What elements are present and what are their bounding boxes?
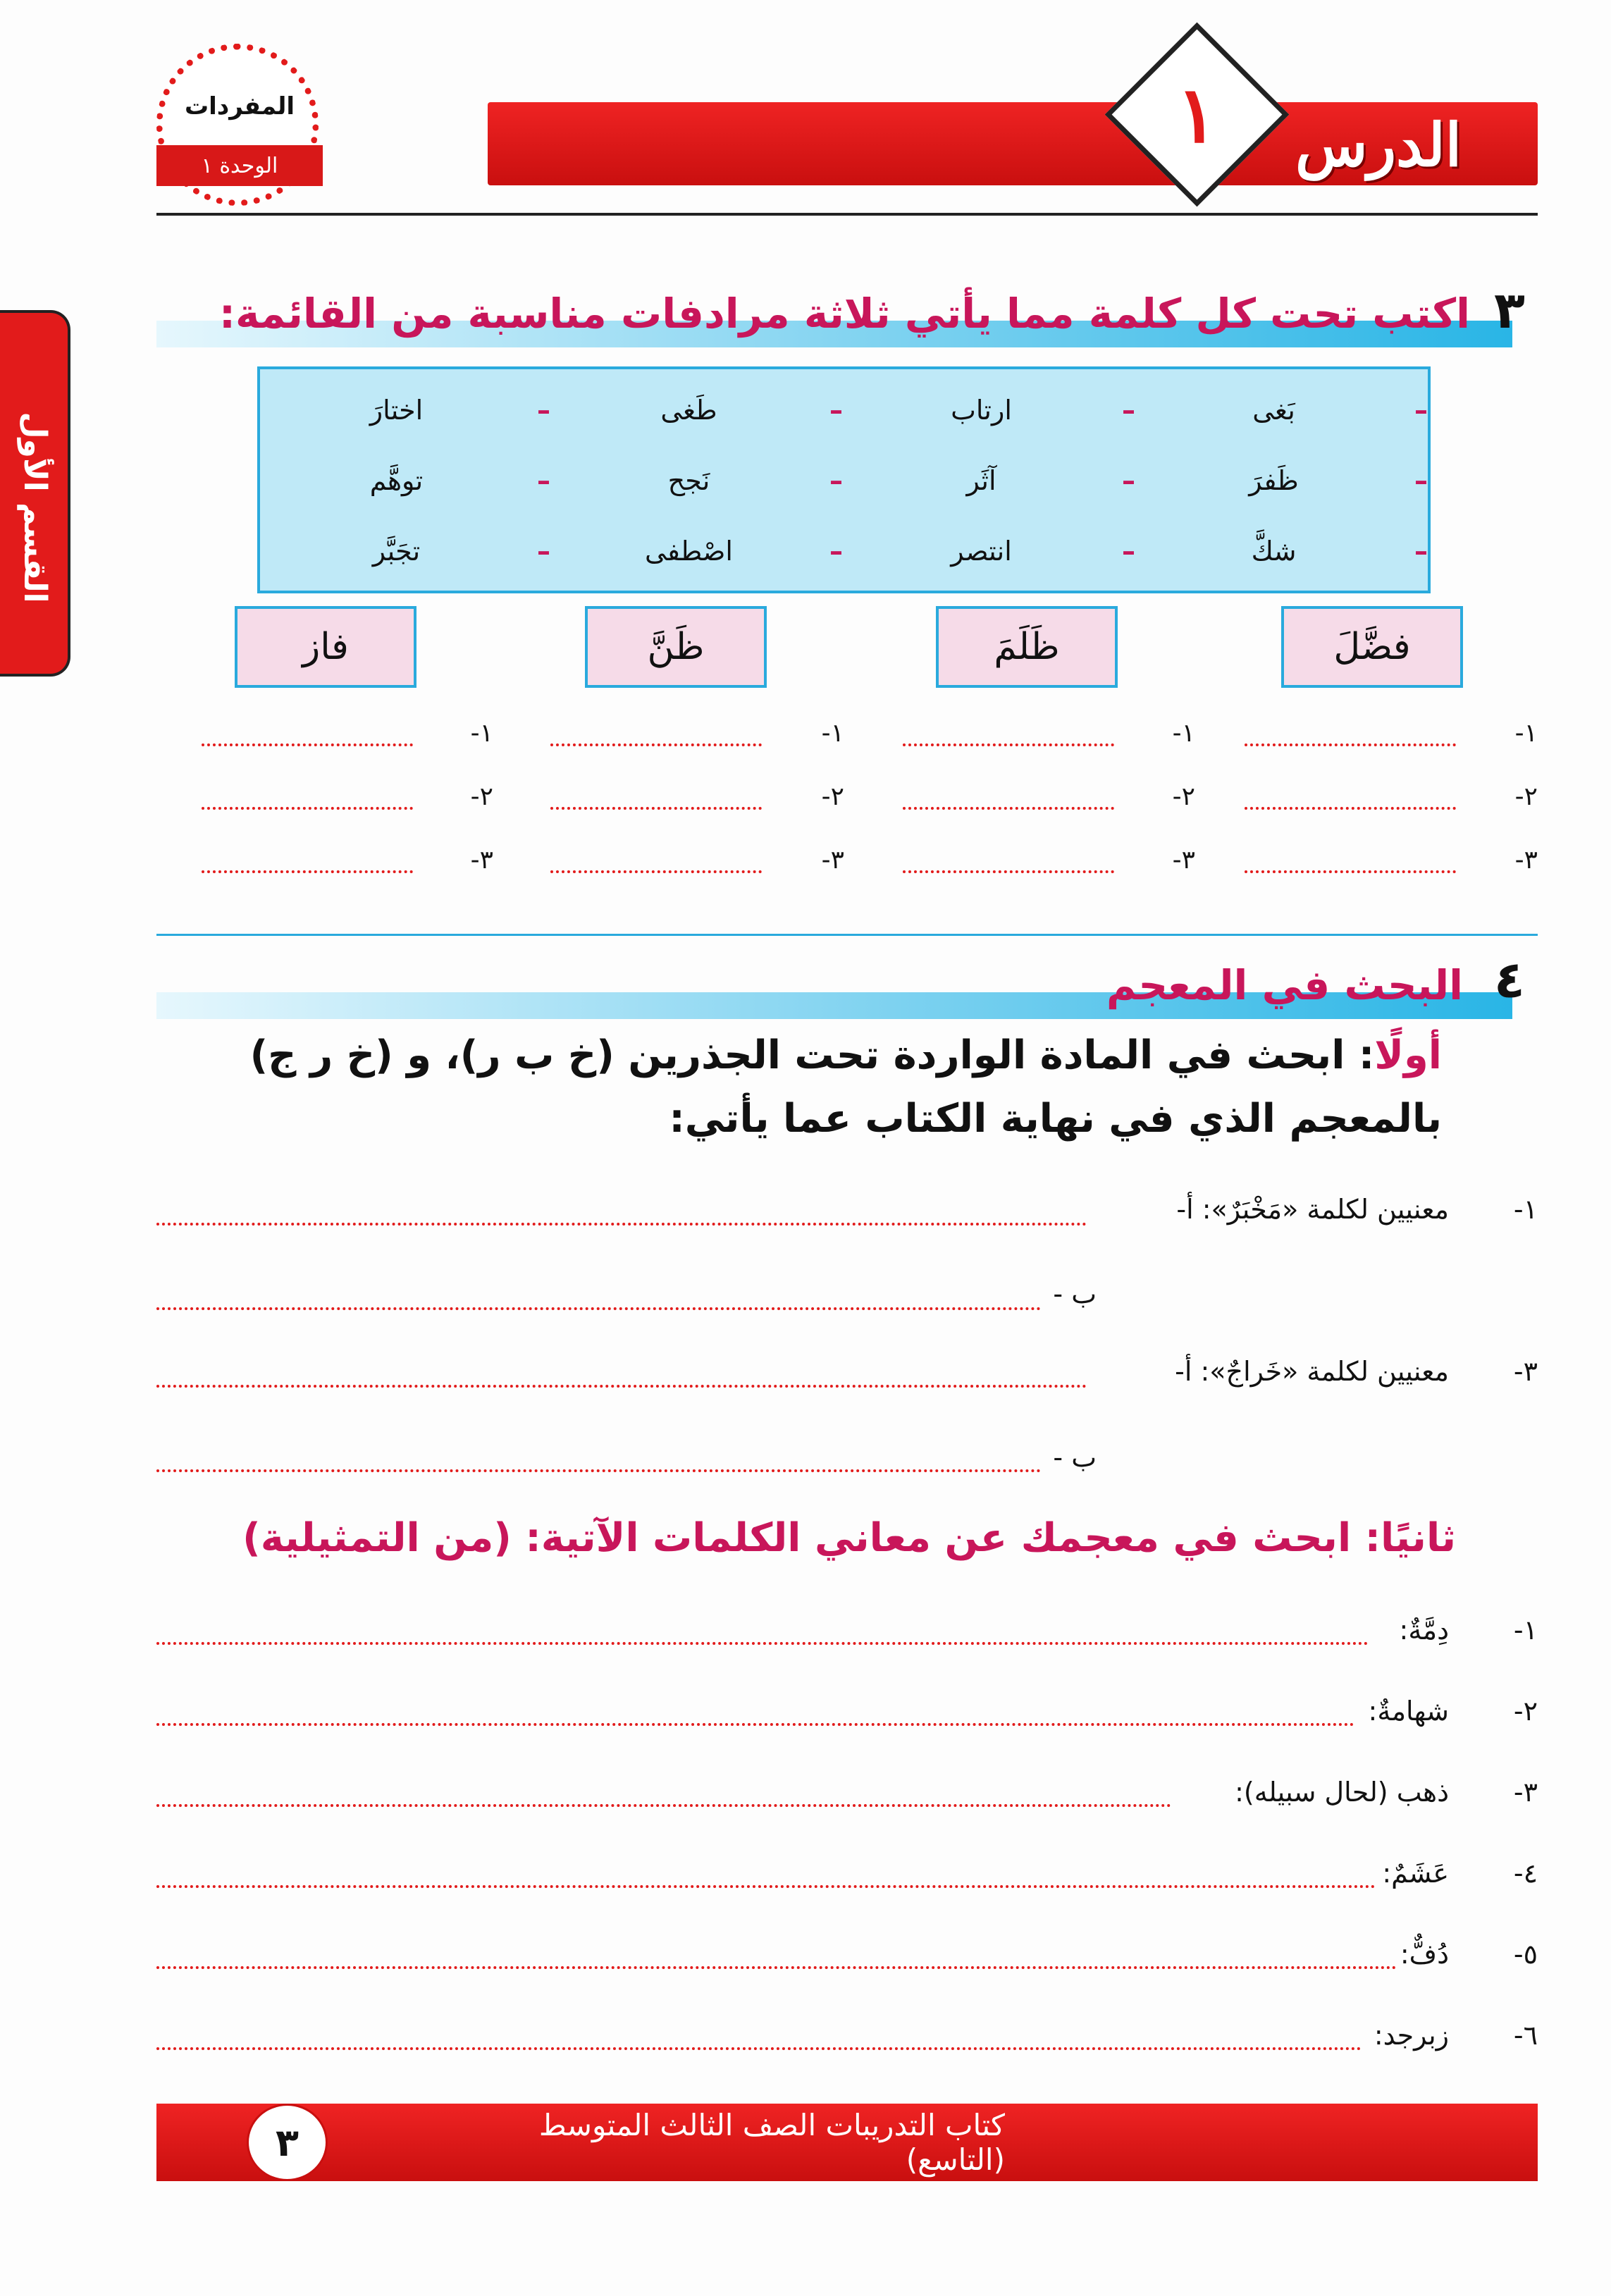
unit-badge: الوحدة ١ — [156, 145, 323, 186]
bullet-dash: – — [829, 395, 843, 426]
answer-line[interactable] — [1245, 807, 1456, 810]
answer-line[interactable] — [550, 743, 762, 746]
answer-label: ١- — [821, 718, 844, 748]
answer-line[interactable] — [156, 1223, 1087, 1226]
lesson-title: الدرس — [1295, 109, 1462, 180]
answer-line[interactable] — [156, 1804, 1171, 1807]
answer-line[interactable] — [903, 807, 1114, 810]
word-bank-word: توهَّم — [369, 465, 424, 496]
side-tab-label: القسم الأول — [17, 412, 54, 603]
part1-item-text: ب - — [1053, 1442, 1097, 1473]
part1-item-text: معنيين لكلمة «خَراجٌ»: أ- — [1175, 1356, 1449, 1387]
part1-line1 — [250, 1032, 1442, 1078]
part1-item-text: معنيين لكلمة «مَخْبَرٌ»: أ- — [1176, 1194, 1449, 1225]
bullet-dash: – — [1414, 465, 1428, 496]
part2-item-term: دُفٌّ: — [1400, 1939, 1449, 1970]
answer-label: ١- — [470, 718, 493, 748]
word-bank-word: انتصر — [951, 536, 1012, 567]
word-bank-item — [561, 523, 843, 579]
answer-label: ٢- — [821, 782, 844, 811]
unit-label: المفردات — [184, 92, 295, 121]
bullet-dash: – — [1414, 536, 1428, 567]
answer-line[interactable] — [1245, 870, 1456, 873]
lesson-number: ١ — [1175, 69, 1218, 160]
section3-number: ٣ — [1494, 280, 1525, 340]
answer-line[interactable] — [156, 1966, 1397, 1969]
target-word-box: فاز — [235, 606, 416, 688]
answer-line[interactable] — [550, 870, 762, 873]
target-word-box: ظَنَّ — [585, 606, 767, 688]
bullet-dash: – — [1414, 395, 1428, 426]
answer-line[interactable] — [156, 1642, 1369, 1645]
answer-line[interactable] — [156, 1469, 1041, 1472]
bullet-dash: – — [537, 536, 550, 567]
part1-item-number: ١- — [1513, 1194, 1538, 1225]
answer-line[interactable] — [202, 870, 413, 873]
word-bank-word: ارتاب — [951, 395, 1012, 426]
part1-line2: بالمعجم الذي في نهاية الكتاب عما يأتي: — [669, 1096, 1442, 1142]
answer-label: ٢- — [1514, 782, 1538, 811]
answer-line[interactable] — [156, 1307, 1041, 1310]
answer-line[interactable] — [550, 807, 762, 810]
answer-line[interactable] — [156, 1885, 1376, 1888]
word-bank-item — [268, 382, 550, 438]
word-bank-word: بَغى — [1252, 395, 1295, 426]
part2-item-number: ٣- — [1513, 1777, 1538, 1808]
bullet-dash: – — [537, 395, 550, 426]
word-bank-item — [1146, 452, 1428, 509]
word-bank-item — [853, 523, 1135, 579]
answer-line[interactable] — [156, 1723, 1354, 1726]
word-bank — [257, 366, 1431, 593]
answer-line[interactable] — [156, 2047, 1362, 2050]
part2-item-term: دِمَّةٌ: — [1399, 1615, 1449, 1646]
answer-label: ٢- — [1172, 782, 1195, 811]
word-bank-item — [268, 523, 550, 579]
answer-label: ٢- — [470, 782, 493, 811]
word-bank-word: طَغى — [660, 395, 717, 426]
word-bank-item — [1146, 382, 1428, 438]
page-number: ٣ — [247, 2104, 328, 2181]
part2-item-term: عَشَمٌ: — [1382, 1858, 1449, 1889]
footer-book-title: كتاب التدريبات الصف الثالث المتوسط (التاسع) — [538, 2108, 1005, 2177]
answer-label: ٣- — [470, 845, 493, 875]
word-bank-word: اختارَ — [369, 395, 424, 426]
word-bank-word: نَجح — [667, 465, 710, 496]
section4-number: ٤ — [1494, 950, 1525, 1009]
word-bank-word: تجَبَّر — [372, 536, 421, 567]
answer-line[interactable] — [202, 743, 413, 746]
answer-line[interactable] — [156, 1385, 1087, 1388]
part2-item-term: شهامةٌ: — [1368, 1696, 1449, 1727]
section-divider — [156, 934, 1538, 936]
part2-item-number: ١- — [1513, 1615, 1538, 1646]
answer-line[interactable] — [903, 870, 1114, 873]
word-bank-word: آثَر — [966, 465, 996, 496]
word-bank-item — [561, 452, 843, 509]
answer-label: ١- — [1172, 718, 1195, 748]
header-divider — [156, 213, 1538, 216]
word-bank-item — [268, 452, 550, 509]
word-bank-item — [853, 382, 1135, 438]
bullet-dash: – — [537, 465, 550, 496]
target-word-box: ظَلَمَ — [936, 606, 1118, 688]
part2-item-number: ٢- — [1513, 1696, 1538, 1727]
word-bank-word: شكَّ — [1251, 536, 1297, 567]
part1-label: أولًا — [1374, 1032, 1442, 1078]
bullet-dash: – — [1122, 536, 1135, 567]
section3-title: اكتب تحت كل كلمة مما يأتي ثلاثة مرادفات مناسبة من القائمة: — [218, 290, 1470, 338]
word-bank-item — [1146, 523, 1428, 579]
part2-item-number: ٥- — [1513, 1939, 1538, 1970]
word-bank-item — [561, 382, 843, 438]
part2-item-number: ٦- — [1513, 2020, 1538, 2051]
part2-item-term: زبرجد: — [1374, 2020, 1449, 2051]
part1-line1-text: : ابحث في المادة الواردة تحت الجذرين (خ ب ر)، و (خ ر ج) — [249, 1032, 1375, 1078]
answer-line[interactable] — [1245, 743, 1456, 746]
part2-item-number: ٤- — [1513, 1858, 1538, 1889]
bullet-dash: – — [1122, 395, 1135, 426]
bullet-dash: – — [829, 536, 843, 567]
bullet-dash: – — [829, 465, 843, 496]
part2-heading: ثانيًا: ابحث في معجمك عن معاني الكلمات الآتية: (من التمثيلية) — [242, 1515, 1456, 1561]
answer-label: ٣- — [1514, 845, 1538, 875]
part1-item-number: ٣- — [1513, 1356, 1538, 1387]
section4-title: البحث في المعجم — [1106, 961, 1463, 1009]
word-bank-word: ظَفرَ — [1249, 465, 1299, 496]
word-bank-item — [853, 452, 1135, 509]
answer-line[interactable] — [202, 807, 413, 810]
part2-item-term: ذهب (لحال سبيله): — [1235, 1777, 1449, 1808]
part1-item-text: ب - — [1053, 1278, 1097, 1309]
answer-label: ٣- — [821, 845, 844, 875]
word-bank-word: اصْطفى — [645, 536, 733, 567]
answer-line[interactable] — [903, 743, 1114, 746]
answer-label: ١- — [1514, 718, 1538, 748]
answer-label: ٣- — [1172, 845, 1195, 875]
bullet-dash: – — [1122, 465, 1135, 496]
target-word-box: فضَّلَ — [1281, 606, 1463, 688]
